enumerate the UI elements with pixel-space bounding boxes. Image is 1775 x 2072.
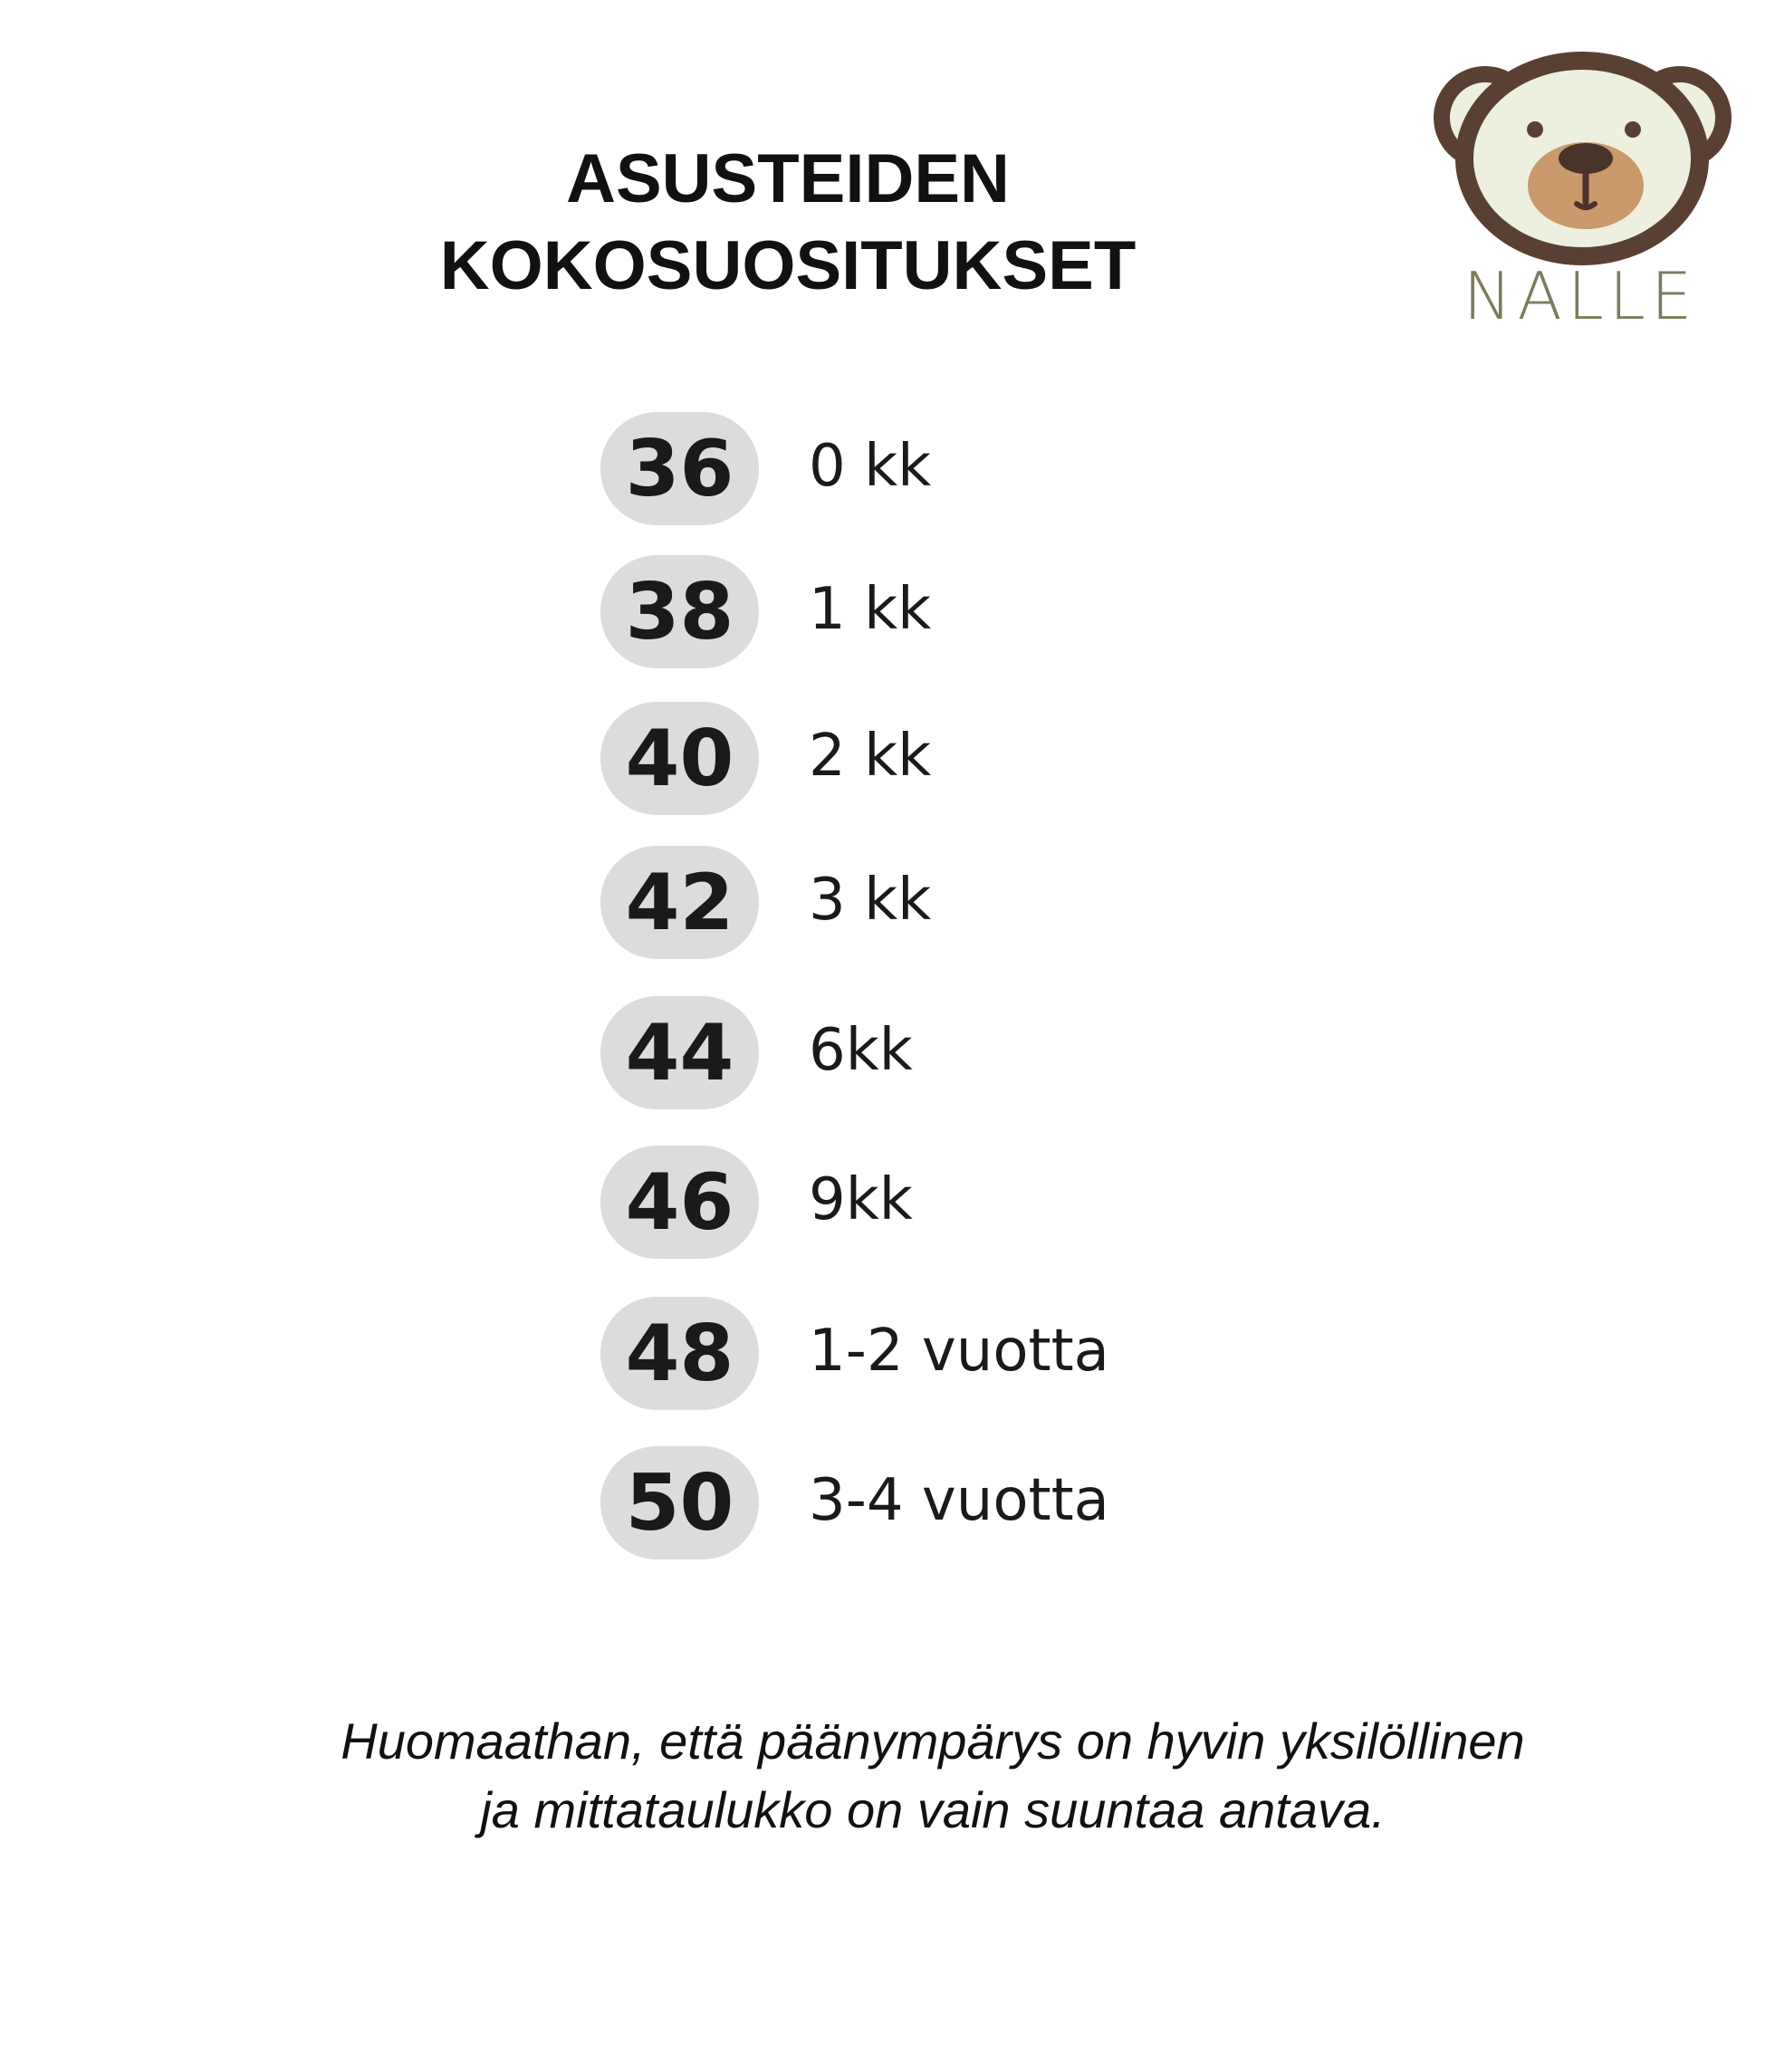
title-line-2: KOKOSUOSITUKSET — [439, 227, 1137, 304]
size-badge: 44 — [600, 996, 759, 1109]
size-row — [600, 1297, 1234, 1410]
size-row — [600, 996, 1234, 1109]
age-label: 0 kk — [809, 433, 932, 500]
size-row — [600, 846, 1234, 959]
age-label: 1-2 vuotta — [809, 1318, 1109, 1385]
size-badge: 48 — [600, 1297, 759, 1410]
size-badge: 46 — [600, 1146, 759, 1259]
size-badge: 50 — [600, 1446, 759, 1559]
size-row — [600, 412, 1234, 525]
size-badge: 36 — [600, 412, 759, 525]
size-badge: 40 — [600, 702, 759, 815]
age-label: 2 kk — [809, 723, 932, 790]
age-label: 9kk — [809, 1166, 913, 1233]
size-row — [600, 702, 1234, 815]
age-label: 3-4 vuotta — [809, 1467, 1109, 1534]
disclaimer-note — [272, 1707, 1594, 1845]
size-row — [600, 1146, 1234, 1259]
title-line-1: ASUSTEIDEN — [566, 140, 1010, 217]
age-label: 3 kk — [809, 867, 932, 934]
brand-name: NALLE — [1463, 258, 1698, 334]
size-badge: 38 — [600, 555, 759, 668]
disclaimer-line-1: Huomaathan, että päänympärys on hyvin yksilöllinen — [341, 1712, 1525, 1770]
size-row — [600, 555, 1234, 668]
size-row — [600, 1446, 1234, 1559]
age-label: 6kk — [809, 1017, 913, 1084]
disclaimer-line-2: ja mittataulukko on vain suuntaa antava. — [480, 1781, 1386, 1838]
age-label: 1 kk — [809, 576, 932, 643]
size-badge: 42 — [600, 846, 759, 959]
